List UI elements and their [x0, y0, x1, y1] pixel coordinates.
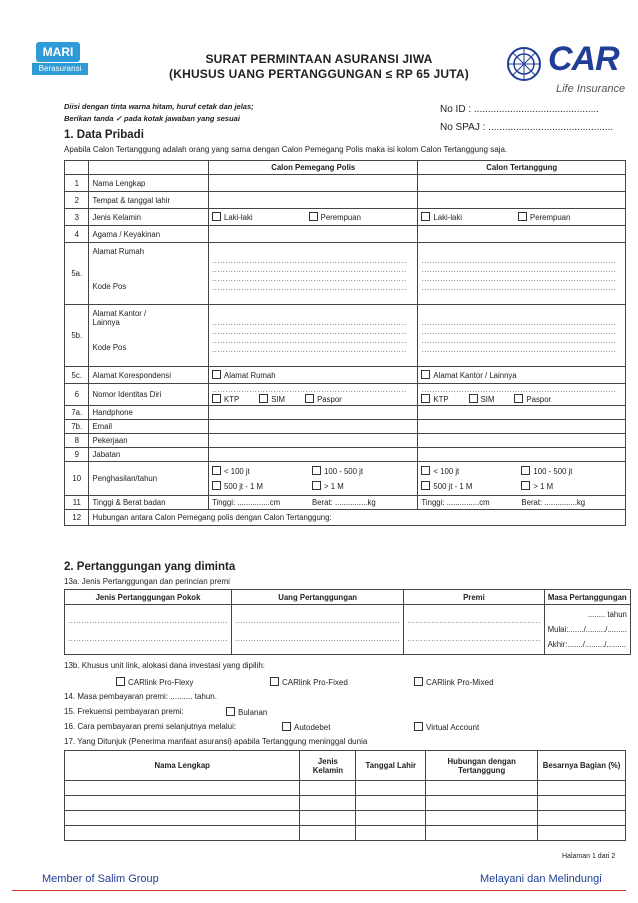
- table-row: [65, 811, 626, 826]
- option-label: Alamat Rumah: [224, 371, 276, 380]
- height-field[interactable]: Tinggi: ...............cm: [212, 498, 281, 507]
- row-number: 11: [65, 496, 89, 510]
- checkbox[interactable]: [282, 722, 291, 731]
- input-cell[interactable]: [418, 192, 626, 209]
- table-row: [65, 496, 626, 510]
- option-label: CARlink Pro-Mixed: [426, 678, 494, 687]
- tahun-field[interactable]: ........ tahun: [587, 610, 627, 619]
- checkbox[interactable]: [518, 212, 527, 221]
- input-cell[interactable]: [209, 175, 418, 192]
- row-label: Nomor Identitas Diri: [89, 384, 209, 406]
- relationship-field[interactable]: Hubungan antara Calon Pemegang polis dengan Calon Tertanggung:: [89, 510, 626, 526]
- row-number: 7b.: [65, 420, 89, 434]
- row-number: 6: [65, 384, 89, 406]
- row-label: Handphone: [89, 406, 209, 420]
- input-cell[interactable]: [209, 192, 418, 209]
- input-cell[interactable]: [418, 434, 626, 448]
- table-row: [65, 796, 626, 811]
- row-label: [89, 243, 209, 305]
- input-cell[interactable]: [418, 420, 626, 434]
- option-label: KTP: [224, 395, 240, 404]
- input-cell[interactable]: [418, 448, 626, 462]
- table-row: [65, 826, 626, 841]
- row-label: Email: [89, 420, 209, 434]
- table-row: [65, 209, 626, 226]
- row-number: 8: [65, 434, 89, 448]
- input-cell[interactable]: [65, 826, 300, 841]
- table-row: [65, 420, 626, 434]
- option-label: Paspor: [526, 395, 552, 404]
- label-alamat-rumah: Alamat Rumah: [92, 247, 145, 256]
- option-label: Bulanan: [238, 708, 268, 717]
- input-cell[interactable]: [418, 226, 626, 243]
- input-cell[interactable]: [418, 175, 626, 192]
- checkbox[interactable]: [414, 677, 423, 686]
- checkbox[interactable]: [212, 466, 221, 475]
- table-row: [65, 406, 626, 420]
- option-label: CARlink Pro-Fixed: [282, 678, 348, 687]
- row-number: 2: [65, 192, 89, 209]
- weight-field[interactable]: Berat: ...............kg: [521, 498, 586, 507]
- table-row: [65, 781, 626, 796]
- logo-berasuransi-text: Berasuransi: [32, 63, 88, 75]
- header-hubungan: Hubungan dengan Tertanggung: [426, 751, 538, 781]
- checkbox[interactable]: [312, 466, 321, 475]
- input-cell[interactable]: [538, 811, 626, 826]
- checkbox[interactable]: [421, 394, 430, 403]
- id-options-tertanggung: [418, 384, 626, 406]
- q14-label: 14. Masa pembayaran premi: .......... tahun.: [64, 692, 217, 701]
- input-cell[interactable]: [538, 781, 626, 796]
- checkbox[interactable]: [212, 481, 221, 490]
- row-number: 1: [65, 175, 89, 192]
- row-label: Jabatan: [89, 448, 209, 462]
- checkbox[interactable]: [514, 394, 523, 403]
- checkbox[interactable]: [305, 394, 314, 403]
- gender-options-tertanggung: [418, 209, 626, 226]
- premi-input[interactable]: .................................................. ..................................................: [404, 605, 544, 655]
- footer-right: Melayani dan Melindungi: [480, 873, 602, 885]
- row-number: 3: [65, 209, 89, 226]
- header-nama: Nama Lengkap: [65, 751, 300, 781]
- checkbox[interactable]: [212, 394, 221, 403]
- checkbox[interactable]: [469, 394, 478, 403]
- option-label: SIM: [480, 395, 495, 404]
- option-cell: [209, 367, 418, 384]
- option-label: Perempuan: [320, 213, 361, 222]
- col-pemegang-polis: Calon Pemegang Polis: [209, 161, 418, 175]
- input-cell[interactable]: [65, 781, 300, 796]
- checkbox[interactable]: [414, 722, 423, 731]
- checkbox[interactable]: [521, 481, 530, 490]
- table-row: [65, 462, 626, 496]
- input-cell[interactable]: [300, 781, 356, 796]
- q13b-label: 13b. Khusus unit link, alokasi dana investasi yang dipilih:: [64, 661, 266, 670]
- option-label: CARlink Pro-Flexy: [128, 678, 194, 687]
- jenis-input[interactable]: ............................................................ ............................................................: [65, 605, 232, 655]
- income-options-tertanggung: [418, 462, 626, 496]
- q15-label: 15. Frekuensi pembayaran premi:: [64, 707, 184, 716]
- id-options-polis: [209, 384, 418, 406]
- option-label: < 100 jt: [433, 466, 460, 476]
- instructions: [64, 101, 254, 125]
- row-label: [89, 305, 209, 367]
- table-row: [65, 367, 626, 384]
- checkbox[interactable]: [421, 370, 430, 379]
- row-label: Nama Lengkap: [89, 175, 209, 192]
- option-label: 100 - 500 jt: [324, 466, 364, 476]
- row-label: Tinggi & Berat badan: [89, 496, 209, 510]
- row-number: 4: [65, 226, 89, 243]
- checkbox[interactable]: [226, 707, 235, 716]
- instruction-line-2: Berikan tanda ✓ pada kotak jawaban yang sesuai: [64, 114, 240, 123]
- input-cell[interactable]: [356, 811, 426, 826]
- input-cell[interactable]: [426, 796, 538, 811]
- page-number: Halaman 1 dari 2: [562, 853, 616, 860]
- input-cell[interactable]: [356, 781, 426, 796]
- option-label: Autodebet: [294, 723, 331, 732]
- option-flexy: [116, 677, 193, 687]
- section-1-title: 1. Data Pribadi: [64, 129, 144, 141]
- table-row: [65, 434, 626, 448]
- row-label: Agama / Keyakinan: [89, 226, 209, 243]
- car-emblem-icon: [506, 46, 542, 82]
- premium-table: [64, 589, 631, 655]
- option-label: Alamat Kantor / Lainnya: [433, 371, 517, 380]
- header-masa: Masa Pertanggungan: [544, 590, 630, 605]
- option-label: KTP: [433, 395, 449, 404]
- data-pribadi-table: [64, 160, 626, 526]
- mulai-field[interactable]: Mulai:......./........./.........: [547, 625, 627, 634]
- footer-left: Member of Salim Group: [42, 873, 159, 885]
- height-weight-tertanggung[interactable]: [418, 496, 626, 510]
- checkbox[interactable]: [421, 481, 430, 490]
- q16-label: 16. Cara pembayaran premi selanjutnya melalui:: [64, 722, 237, 731]
- input-cell[interactable]: [426, 811, 538, 826]
- table-row: [65, 243, 626, 305]
- input-cell[interactable]: [65, 796, 300, 811]
- table-row: [65, 175, 626, 192]
- input-cell[interactable]: [426, 781, 538, 796]
- checkbox[interactable]: [212, 370, 221, 379]
- header-premi: Premi: [404, 590, 544, 605]
- id-number-input[interactable]: .........................................................................: [421, 385, 617, 394]
- option-label: 500 jt - 1 M: [224, 481, 264, 491]
- no-id-field[interactable]: No ID : .............................................: [440, 104, 599, 115]
- checkbox[interactable]: [259, 394, 268, 403]
- col-calon-tertanggung: Calon Tertanggung: [418, 161, 626, 175]
- option-mixed: [414, 677, 494, 687]
- option-virtual-account: [414, 722, 479, 732]
- address-input[interactable]: ......................................................................... ......................................................................... ......................................................................... .........................................................................: [209, 305, 418, 367]
- checkbox[interactable]: [212, 212, 221, 221]
- row-number: 10: [65, 462, 89, 496]
- option-label: > 1 M: [533, 481, 554, 491]
- input-cell[interactable]: [356, 826, 426, 841]
- checkbox[interactable]: [116, 677, 125, 686]
- table-row: [65, 305, 626, 367]
- row-label: Tempat & tanggal lahir: [89, 192, 209, 209]
- brand-tagline: Life Insurance: [556, 83, 626, 95]
- id-fields: [440, 101, 613, 137]
- table-row: [65, 384, 626, 406]
- label-kode-pos: Kode Pos: [92, 282, 127, 291]
- row-label: Pekerjaan: [89, 434, 209, 448]
- option-label: Laki-laki: [433, 213, 463, 222]
- input-cell[interactable]: [300, 796, 356, 811]
- section-2-title: 2. Pertanggungan yang diminta: [64, 561, 236, 573]
- input-cell[interactable]: [426, 826, 538, 841]
- header-tanggal-lahir: Tanggal Lahir: [356, 751, 426, 781]
- q13a-label: 13a. Jenis Pertanggungan dan perincian premi: [64, 577, 230, 586]
- header-uang: Uang Pertanggungan: [231, 590, 403, 605]
- form-title: [0, 52, 638, 82]
- row-number: 5b.: [65, 305, 89, 367]
- masa-input[interactable]: [544, 605, 630, 655]
- header-jenis: Jenis Pertanggungan Pokok: [65, 590, 232, 605]
- input-cell[interactable]: [356, 796, 426, 811]
- table-row: [65, 605, 631, 655]
- header-bagian: Besarnya Bagian (%): [538, 751, 626, 781]
- footer-divider: [12, 890, 626, 891]
- checkbox[interactable]: [270, 677, 279, 686]
- brand-name: CAR: [548, 40, 619, 78]
- checkbox[interactable]: [309, 212, 318, 221]
- instruction-line-1: Diisi dengan tinta warna hitam, huruf cetak dan jelas;: [64, 102, 254, 111]
- checkbox[interactable]: [521, 466, 530, 475]
- height-weight-polis[interactable]: [209, 496, 418, 510]
- checkbox[interactable]: [421, 212, 430, 221]
- option-fixed: [270, 677, 348, 687]
- option-label: > 1 M: [324, 481, 344, 491]
- table-row: [65, 448, 626, 462]
- input-cell[interactable]: [418, 406, 626, 420]
- input-cell[interactable]: [209, 434, 418, 448]
- input-cell[interactable]: [209, 420, 418, 434]
- header-jenis-kelamin: Jenis Kelamin: [300, 751, 356, 781]
- input-cell[interactable]: [300, 811, 356, 826]
- label-alamat-kantor: Alamat Kantor / Lainnya: [92, 309, 147, 327]
- height-field[interactable]: Tinggi: ...............cm: [421, 498, 490, 507]
- input-cell[interactable]: [65, 811, 300, 826]
- option-cell: [418, 367, 626, 384]
- option-label: Perempuan: [530, 213, 571, 222]
- option-label: 100 - 500 jt: [533, 466, 573, 476]
- input-cell[interactable]: [538, 796, 626, 811]
- input-cell[interactable]: [209, 226, 418, 243]
- table-row: [65, 226, 626, 243]
- input-cell[interactable]: [209, 448, 418, 462]
- address-input[interactable]: ......................................................................... ......................................................................... ......................................................................... .........................................................................: [418, 243, 626, 305]
- row-label: Jenis Kelamin: [89, 209, 209, 226]
- akhir-field[interactable]: Akhir:......./........./.........: [547, 640, 627, 649]
- option-label: Laki-laki: [224, 213, 253, 222]
- row-number: 9: [65, 448, 89, 462]
- income-options-polis: [209, 462, 418, 496]
- option-label: Virtual Account: [426, 723, 480, 732]
- input-cell[interactable]: [209, 406, 418, 420]
- title-line-2: (KHUSUS UANG PERTANGGUNGAN ≤ RP 65 JUTA): [169, 67, 469, 81]
- table-row: [65, 192, 626, 209]
- input-cell[interactable]: [538, 826, 626, 841]
- option-bulanan: [226, 707, 267, 717]
- checkbox[interactable]: [421, 466, 430, 475]
- beneficiary-table: [64, 750, 626, 841]
- no-spaj-field[interactable]: No SPAJ : .............................................: [440, 122, 614, 133]
- option-label: < 100 jt: [224, 466, 250, 476]
- option-label: SIM: [271, 395, 286, 404]
- q17-label: 17. Yang Ditunjuk (Penerima manfaat asuransi) apabila Tertanggung meninggal dunia: [64, 737, 368, 746]
- label-kode-pos: Kode Pos: [92, 343, 127, 352]
- table-row: [65, 510, 626, 526]
- uang-input[interactable]: .............................................................. ..............................................................: [231, 605, 403, 655]
- address-input[interactable]: ......................................................................... ......................................................................... ......................................................................... .........................................................................: [418, 305, 626, 367]
- input-cell[interactable]: [300, 826, 356, 841]
- option-autodebet: [282, 722, 330, 732]
- row-number: 7a.: [65, 406, 89, 420]
- row-number: 5c.: [65, 367, 89, 384]
- address-input[interactable]: ......................................................................... ......................................................................... ......................................................................... .........................................................................: [209, 243, 418, 305]
- gender-options-polis: [209, 209, 418, 226]
- row-number: 12: [65, 510, 89, 526]
- option-label: Paspor: [317, 395, 342, 404]
- option-label: 500 jt - 1 M: [433, 481, 473, 491]
- logo-mari-text: MARI: [36, 42, 80, 62]
- id-number-input[interactable]: .........................................................................: [212, 385, 407, 394]
- row-number: 5a.: [65, 243, 89, 305]
- section-1-note: Apabila Calon Tertanggung adalah orang yang sama dengan Calon Pemegang Polis maka isi kolom Calon Tertanggung saja.: [64, 145, 508, 154]
- row-label: Penghasilan/tahun: [89, 462, 209, 496]
- row-label: Alamat Korespondensi: [89, 367, 209, 384]
- weight-field[interactable]: Berat: ...............kg: [312, 498, 376, 507]
- title-line-1: SURAT PERMINTAAN ASURANSI JIWA: [205, 52, 433, 66]
- checkbox[interactable]: [312, 481, 321, 490]
